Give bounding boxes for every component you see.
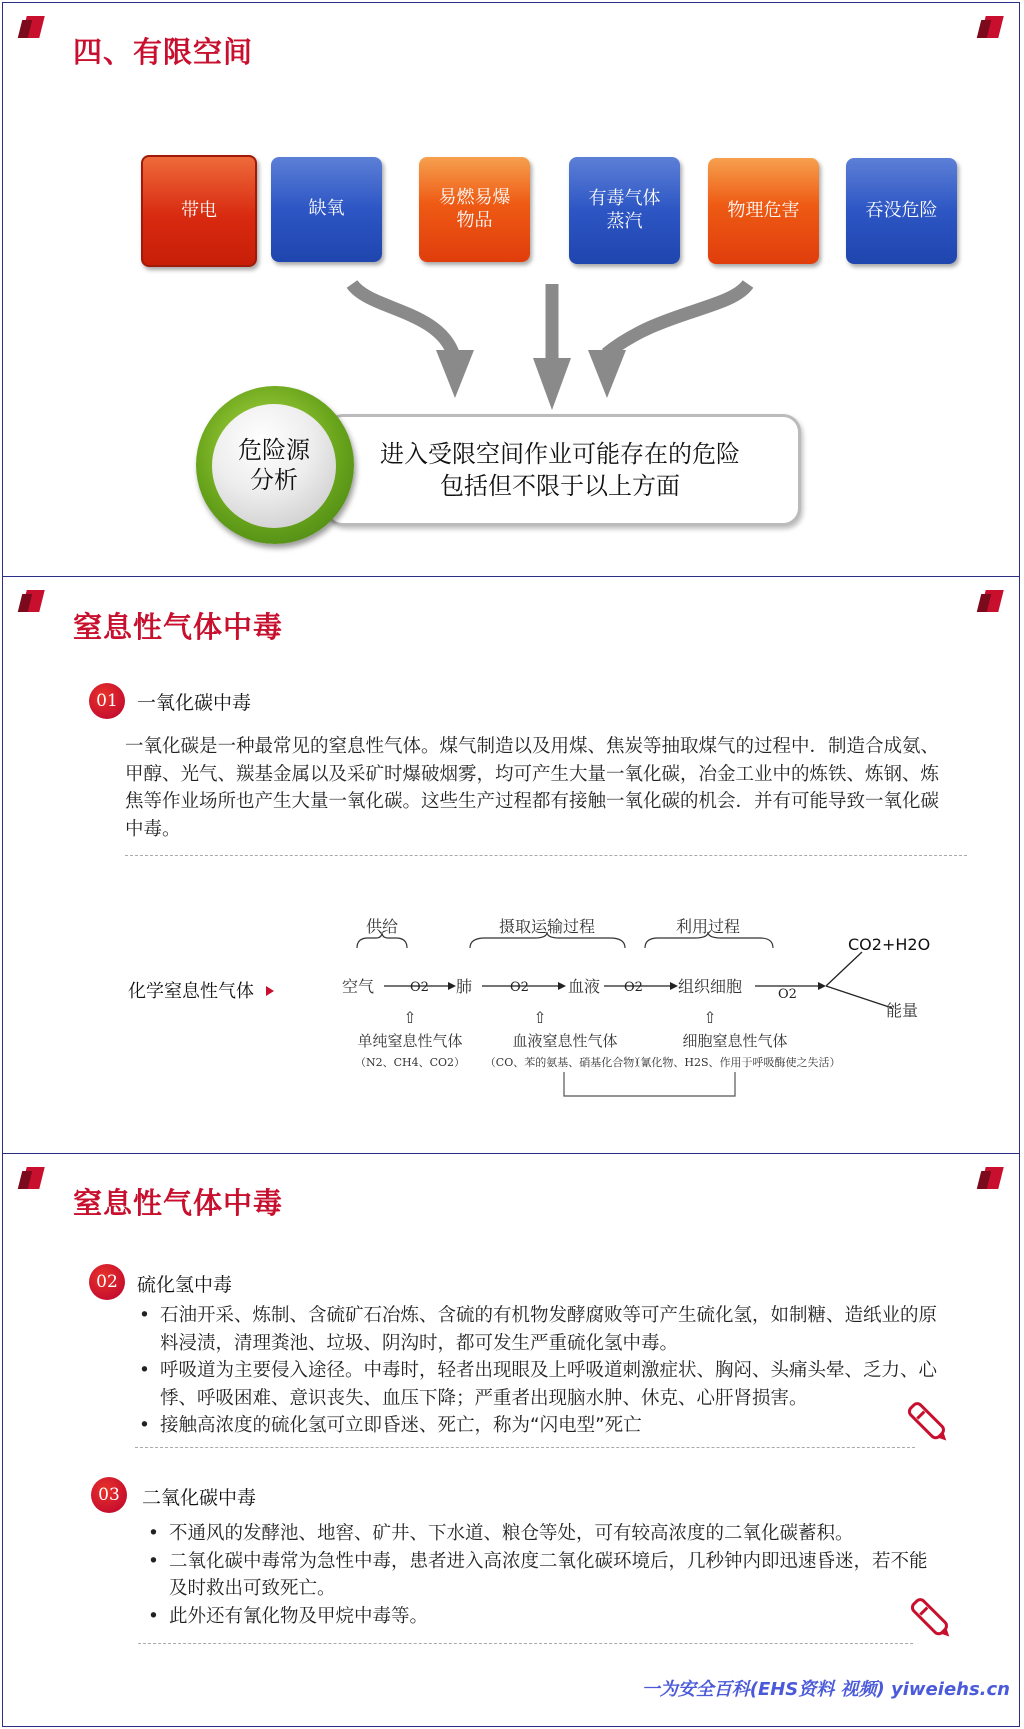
flow-node: 血液: [568, 977, 601, 996]
product-label: 能量: [886, 1001, 919, 1020]
brace-label: 利用过程: [675, 917, 741, 936]
bracket-line: [564, 1072, 735, 1096]
section-number-badge: 01: [89, 683, 125, 719]
section-subtitle: 一氧化碳中毒: [137, 692, 252, 714]
section-number-badge: 02: [89, 1264, 125, 1300]
divider: [138, 1643, 913, 1644]
co-paragraph: 一氧化碳是一种最常见的窒息性气体。煤气制造以及用煤、焦炭等抽取煤气的过程中．制造合成氨、甲醇、光气、羰基金属以及采矿时爆破烟雾，均可产生大量一氧化碳，冶金工业中的炼铁、炼钢、炼焦等作业场所也产生大量一氧化碳。这些生产过程都有接触一氧化碳的机会．并有可能导致一氧化碳中毒。: [125, 736, 940, 840]
category-label: 血液窒息性气体: [512, 1032, 618, 1050]
product-label: CO2+H2O: [848, 935, 931, 954]
flow-node: 肺: [456, 977, 473, 996]
category-label: 细胞窒息性气体: [682, 1032, 788, 1050]
footer-watermark[interactable]: 一为安全百科(EHS资料 视频) yiweiehs.cn: [641, 1679, 1010, 1700]
brace: [645, 932, 773, 948]
hazard-box: 带电: [141, 155, 257, 267]
section-subtitle: 硫化氢中毒: [137, 1274, 233, 1296]
brace: [357, 932, 407, 948]
up-arrow-icon: ⇧: [533, 1008, 547, 1027]
diagram-row-label: 化学窒息性气体: [128, 981, 254, 1002]
bullet-list: [144, 1520, 944, 1630]
analysis-label: 危险源 分析: [238, 436, 310, 494]
bullet-list: [135, 1302, 945, 1440]
list-item: • 石油开采、炼制、含硫矿石冶炼、含硫的有机物发酵腐败等可产生硫化氢，如制糖、造纸业的原料浸渍，清理粪池、垃圾、阴沟时，都可发生严重硫化氢中毒。: [135, 1302, 945, 1357]
slide-h2s-co2: [2, 1153, 1020, 1727]
example-label: （N2、CH4、CO2）: [354, 1056, 466, 1069]
list-item: • 呼吸道为主要侵入途径。中毒时，轻者出现眼及上呼吸道刺激症状、胸闷、头痛头晕、乏力、心悸、呼吸困难、意识丧失、血压下降；严重者出现脑水肿、休克、心肝肾损害。: [135, 1357, 945, 1412]
up-arrow-icon: ⇧: [403, 1008, 417, 1027]
brand-logo-icon: [20, 588, 46, 614]
brand-logo-icon: [20, 1165, 46, 1191]
brace-label: 供给: [365, 917, 399, 936]
converging-arrows-icon: [330, 280, 770, 410]
list-item: • 接触高浓度的硫化氢可立即昏迷、死亡，称为“闪电型”死亡: [135, 1412, 945, 1440]
divider: [135, 1447, 915, 1448]
asphyxiant-diagram: [110, 890, 950, 1110]
hazard-box: 吞没危险: [846, 158, 957, 264]
divider: [125, 855, 967, 856]
triangle-icon: [266, 986, 274, 996]
pen-icon: [902, 1392, 958, 1448]
section-subtitle: 二氧化碳中毒: [142, 1487, 257, 1509]
o2-label: O2: [510, 980, 529, 995]
pen-icon: [905, 1588, 961, 1644]
example-label: （氰化物、H2S、作用于呼吸酶使之失活）: [629, 1056, 841, 1069]
brace-label: 摄取运输过程: [498, 917, 596, 936]
brand-logo-icon: [979, 1165, 1005, 1191]
brace: [470, 932, 625, 948]
flow-node: 组织细胞: [678, 977, 743, 996]
flow-node: 空气: [342, 977, 375, 996]
summary-text: 进入受限空间作业可能存在的危险 包括但不限于以上方面: [380, 440, 740, 500]
o2-label: O2: [778, 987, 797, 1002]
slide1-title: 四、有限空间: [73, 35, 254, 69]
slide2-title: 窒息性气体中毒: [73, 610, 284, 644]
section-number-badge: 03: [91, 1477, 127, 1513]
hazard-box: 有毒气体 蒸汽: [569, 157, 680, 264]
list-item: • 不通风的发酵池、地窖、矿井、下水道、粮仓等处，可有较高浓度的二氧化碳蓄积。: [144, 1520, 944, 1548]
brand-logo-icon: [20, 14, 46, 40]
hazard-box: 物理危害: [708, 158, 819, 264]
up-arrow-icon: ⇧: [703, 1008, 717, 1027]
example-label: （CO、苯的氨基、硝基化合物）: [484, 1056, 646, 1069]
brand-logo-icon: [979, 588, 1005, 614]
o2-label: O2: [410, 980, 429, 995]
brand-logo-icon: [979, 14, 1005, 40]
hazard-box: 缺氧: [271, 157, 382, 262]
list-item: • 二氧化碳中毒常为急性中毒，患者进入高浓度二氧化碳环境后，几秒钟内即迅速昏迷，若不能及时救出可致死亡。: [144, 1548, 944, 1603]
list-item: • 此外还有氰化物及甲烷中毒等。: [144, 1603, 944, 1631]
category-label: 单纯窒息性气体: [357, 1032, 463, 1050]
slide3-title: 窒息性气体中毒: [73, 1186, 284, 1220]
hazard-box: 易燃易爆 物品: [419, 157, 530, 262]
o2-label: O2: [624, 980, 643, 995]
